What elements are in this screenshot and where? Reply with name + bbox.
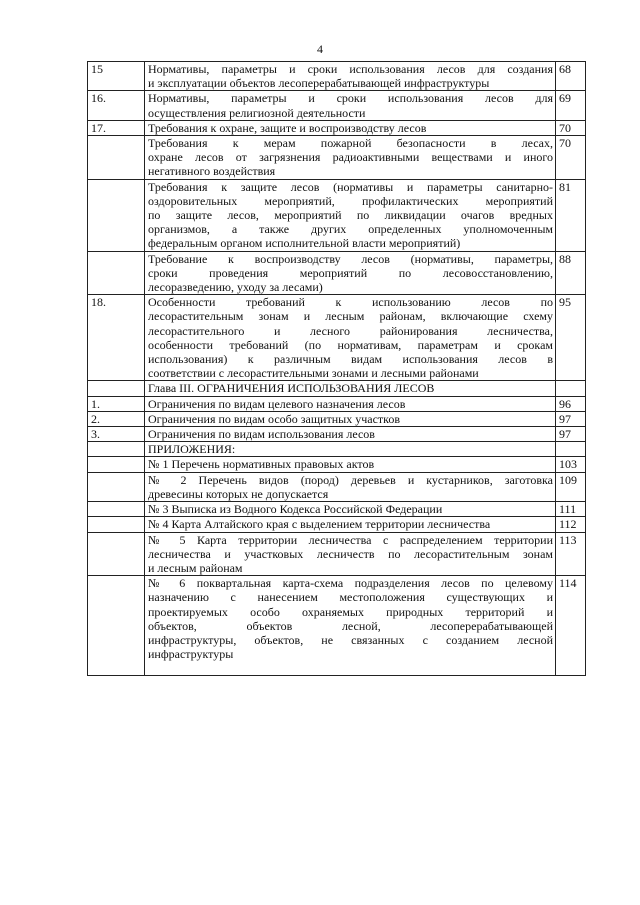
row-title [145, 472, 556, 501]
table-row [88, 136, 586, 180]
row-title [145, 576, 556, 676]
row-page: 70 [556, 120, 586, 135]
row-title-line: лесоразведению, уходу за лесами) [148, 280, 323, 295]
row-page: 114 [556, 576, 586, 676]
row-spacer [148, 661, 553, 675]
row-number [88, 179, 145, 251]
row-number [88, 472, 145, 501]
row-title-line: осуществления религиозной деятельности [148, 105, 366, 120]
row-title [145, 532, 556, 576]
row-title [145, 457, 556, 472]
row-number: 17. [88, 120, 145, 135]
row-number [88, 381, 145, 396]
row-page: 109 [556, 472, 586, 501]
table-row [88, 457, 586, 472]
row-page: 69 [556, 91, 586, 120]
row-number [88, 442, 145, 457]
row-title-line: объектов, объектов лесной, лесоперерабатывающей [148, 618, 553, 633]
contents-table [87, 61, 586, 676]
row-title-line: особенности требований (по нормативам, параметрам и срокам [148, 337, 553, 352]
table-row [88, 179, 586, 251]
row-title-line: Нормативы, параметры и сроки использования лесов для [148, 91, 553, 106]
row-number: 2. [88, 411, 145, 426]
table-row [88, 295, 586, 381]
row-page: 97 [556, 411, 586, 426]
row-title-line: инфраструктуры [148, 647, 234, 662]
row-number [88, 576, 145, 676]
row-title-line: Глава III. ОГРАНИЧЕНИЯ ИСПОЛЬЗОВАНИЯ ЛЕСОВ [148, 381, 435, 396]
page-number: 4 [317, 42, 323, 56]
row-title-line: Требования к охране, защите и воспроизводству лесов [148, 120, 427, 135]
row-number: 3. [88, 427, 145, 442]
row-page: 95 [556, 295, 586, 381]
row-title-line: Требование к воспроизводству лесов (нормативы, параметры, [148, 251, 553, 266]
row-page: 68 [556, 62, 586, 91]
row-title-line: ПРИЛОЖЕНИЯ: [148, 442, 236, 457]
row-title-line: № 3 Выписка из Водного Кодекса Российской Федерации [148, 502, 443, 517]
row-title-line: инфраструктуры, объектов, не связанных с созданием лесной [148, 632, 553, 647]
row-title [145, 396, 556, 411]
row-title-line: организмов, а также других определенных уполномоченным [148, 222, 553, 237]
row-title-line: оздоровительных мероприятий, профилактических мероприятий [148, 193, 553, 208]
row-title [145, 411, 556, 426]
row-title-line: негативного воздействия [148, 164, 276, 179]
row-number: 16. [88, 91, 145, 120]
row-page: 112 [556, 517, 586, 532]
row-title [145, 502, 556, 517]
table-row [88, 427, 586, 442]
row-number: 15 [88, 62, 145, 91]
row-title [145, 381, 556, 396]
row-number: 1. [88, 396, 145, 411]
row-title-line: и лесным районам [148, 560, 243, 575]
row-title-line: лесорастительным зонам и лесным районам, включающие схему [148, 309, 553, 324]
row-title-line: использования) к различным видам использования лесов в [148, 352, 553, 367]
row-title-line: Нормативы, параметры и сроки использования лесов для создания [148, 62, 553, 76]
table-row [88, 517, 586, 532]
row-page: 113 [556, 532, 586, 576]
table-row [88, 251, 586, 295]
row-page: 103 [556, 457, 586, 472]
row-title-line: лесничества и участковых лесничеств по лесорастительным зонам [148, 546, 553, 561]
row-title [145, 179, 556, 251]
table-row [88, 120, 586, 135]
row-number [88, 136, 145, 180]
contents-table-body [88, 62, 586, 676]
row-title-line: № 2 Перечень видов (пород) деревьев и кустарников, заготовка [148, 472, 553, 487]
row-title-line: древесины которых не допускается [148, 486, 329, 501]
row-title-line: по защите лесов, мероприятий по ликвидации очагов вредных [148, 208, 553, 223]
row-page: 96 [556, 396, 586, 411]
row-title [145, 62, 556, 91]
row-number [88, 532, 145, 576]
table-row [88, 532, 586, 576]
row-page [556, 381, 586, 396]
row-number [88, 517, 145, 532]
row-title [145, 91, 556, 120]
row-title-line: № 6 поквартальная карта-схема подразделения лесов по целевому [148, 576, 553, 591]
row-title-line: Требования к защите лесов (нормативы и параметры санитарно- [148, 179, 553, 194]
row-title-line: и эксплуатации объектов лесоперерабатывающей инфраструктуры [148, 76, 490, 91]
row-title [145, 442, 556, 457]
table-row [88, 472, 586, 501]
row-title-line: Ограничения по видам особо защитных участков [148, 411, 401, 426]
table-row [88, 62, 586, 91]
row-title-line: № 5 Карта территории лесничества с распределением территории [148, 532, 553, 547]
row-title-line: назначению с нанесением местоположения существующих и [148, 590, 553, 605]
row-title-line: лесорастительного и лесного районирования лесничества, [148, 323, 553, 338]
row-title-line: № 4 Карта Алтайского края с выделением территории лесничества [148, 517, 491, 532]
row-title [145, 136, 556, 180]
row-title-line: № 1 Перечень нормативных правовых актов [148, 457, 375, 472]
table-row [88, 576, 586, 676]
row-page: 97 [556, 427, 586, 442]
table-row [88, 91, 586, 120]
row-page: 88 [556, 251, 586, 295]
row-title [145, 251, 556, 295]
row-number [88, 457, 145, 472]
row-number [88, 251, 145, 295]
row-title-line: Ограничения по видам целевого назначения лесов [148, 396, 406, 411]
row-page: 81 [556, 179, 586, 251]
row-page: 70 [556, 136, 586, 180]
row-title [145, 517, 556, 532]
row-title-line: сроки проведения мероприятий по лесовосстановлению, [148, 265, 553, 280]
table-row [88, 502, 586, 517]
row-title [145, 295, 556, 381]
row-title-line: охране лесов от загрязнения радиоактивными веществами и иного [148, 150, 553, 165]
row-page [556, 442, 586, 457]
row-title [145, 120, 556, 135]
row-title-line: федеральным органом исполнительной власти мероприятий) [148, 236, 461, 251]
row-number: 18. [88, 295, 145, 381]
table-row [88, 396, 586, 411]
row-title [145, 427, 556, 442]
row-title-line: проектируемых особо охраняемых природных территорий и [148, 604, 553, 619]
table-row [88, 442, 586, 457]
row-number [88, 502, 145, 517]
row-title-line: Требования к мерам пожарной безопасности в лесах, [148, 136, 553, 151]
table-row [88, 411, 586, 426]
row-page: 111 [556, 502, 586, 517]
table-row [88, 381, 586, 396]
row-title-line: соответствии с лесорастительными зонами и лесными районами [148, 366, 479, 381]
row-title-line: Особенности требований к использованию лесов по [148, 295, 553, 310]
row-title-line: Ограничения по видам использования лесов [148, 427, 375, 442]
